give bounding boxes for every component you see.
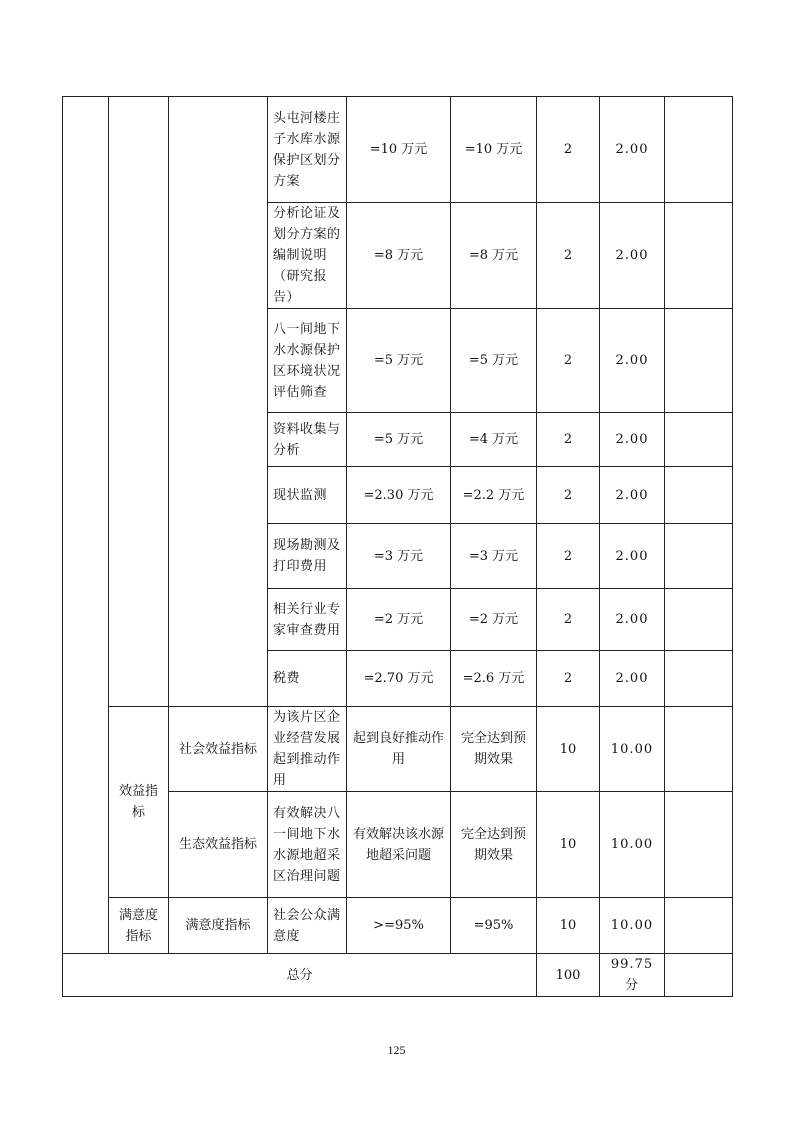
target-cell: =5 万元 xyxy=(347,309,451,413)
weight-cell: 2 xyxy=(537,413,600,467)
score-cell: 2.00 xyxy=(600,309,665,413)
weight-cell: 10 xyxy=(537,898,600,954)
actual-cell: =95% xyxy=(451,898,537,954)
remark-cell xyxy=(665,467,733,524)
score-cell: 10.00 xyxy=(600,707,665,792)
actual-cell: =3 万元 xyxy=(451,524,537,589)
score-cell: 2.00 xyxy=(600,651,665,707)
score-cell: 2.00 xyxy=(600,589,665,651)
remark-cell xyxy=(665,413,733,467)
actual-cell: 完全达到预期效果 xyxy=(451,792,537,898)
score-cell: 10.00 xyxy=(600,792,665,898)
page-number: 125 xyxy=(387,1043,406,1057)
total-score-cell: 99.75 分 xyxy=(600,954,665,997)
actual-cell: =2 万元 xyxy=(451,589,537,651)
indicator-name-cell: 满意度指标 xyxy=(169,898,268,954)
score-cell: 10.00 xyxy=(600,898,665,954)
weight-cell: 10 xyxy=(537,707,600,792)
target-cell: =3 万元 xyxy=(347,524,451,589)
target-cell: =8 万元 xyxy=(347,203,451,309)
remark-cell xyxy=(665,524,733,589)
item-cell: 八一间地下水水源保护区环境状况评估筛查 xyxy=(268,309,347,413)
item-cell: 为该片区企业经营发展起到推动作用 xyxy=(268,707,347,792)
target-cell: 有效解决该水源地超采问题 xyxy=(347,792,451,898)
item-cell: 相关行业专家审查费用 xyxy=(268,589,347,651)
level2-cell xyxy=(109,97,169,707)
score-cell: 2.00 xyxy=(600,524,665,589)
satisfaction-category-cell: 满意度指标 xyxy=(109,898,169,954)
actual-cell: 完全达到预期效果 xyxy=(451,707,537,792)
target-cell: =5 万元 xyxy=(347,413,451,467)
weight-cell: 2 xyxy=(537,203,600,309)
level3-cell xyxy=(169,97,268,707)
target-cell: =2.30 万元 xyxy=(347,467,451,524)
item-cell: 有效解决八一间地下水水源地超采区治理问题 xyxy=(268,792,347,898)
total-weight-cell: 100 xyxy=(537,954,600,997)
remark-cell xyxy=(665,651,733,707)
performance-table xyxy=(62,96,733,997)
actual-cell: =10 万元 xyxy=(451,97,537,203)
target-cell: =10 万元 xyxy=(347,97,451,203)
total-label-cell: 总分 xyxy=(63,954,537,997)
remark-cell xyxy=(665,954,733,997)
item-cell: 头屯河楼庄子水库水源保护区划分方案 xyxy=(268,97,347,203)
remark-cell xyxy=(665,203,733,309)
actual-cell: =8 万元 xyxy=(451,203,537,309)
target-cell: =2 万元 xyxy=(347,589,451,651)
remark-cell xyxy=(665,309,733,413)
weight-cell: 2 xyxy=(537,651,600,707)
remark-cell xyxy=(665,707,733,792)
remark-cell xyxy=(665,898,733,954)
table-row xyxy=(63,707,733,792)
weight-cell: 2 xyxy=(537,309,600,413)
weight-cell: 2 xyxy=(537,524,600,589)
item-cell: 分析论证及划分方案的编制说明（研究报告） xyxy=(268,203,347,309)
remark-cell xyxy=(665,97,733,203)
indicator-name-cell: 社会效益指标 xyxy=(169,707,268,792)
score-cell: 2.00 xyxy=(600,97,665,203)
actual-cell: =5 万元 xyxy=(451,309,537,413)
weight-cell: 10 xyxy=(537,792,600,898)
table-row xyxy=(63,97,733,203)
item-cell: 现状监测 xyxy=(268,467,347,524)
weight-cell: 2 xyxy=(537,97,600,203)
item-cell: 社会公众满意度 xyxy=(268,898,347,954)
item-cell: 现场勘测及打印费用 xyxy=(268,524,347,589)
weight-cell: 2 xyxy=(537,467,600,524)
table-row xyxy=(63,898,733,954)
actual-cell: =4 万元 xyxy=(451,413,537,467)
target-cell: =2.70 万元 xyxy=(347,651,451,707)
target-cell: >=95% xyxy=(347,898,451,954)
item-cell: 资料收集与分析 xyxy=(268,413,347,467)
score-cell: 2.00 xyxy=(600,467,665,524)
score-cell: 2.00 xyxy=(600,413,665,467)
benefit-category-cell: 效益指标 xyxy=(109,707,169,898)
remark-cell xyxy=(665,589,733,651)
actual-cell: =2.6 万元 xyxy=(451,651,537,707)
remark-cell xyxy=(665,792,733,898)
item-cell: 税费 xyxy=(268,651,347,707)
weight-cell: 2 xyxy=(537,589,600,651)
actual-cell: =2.2 万元 xyxy=(451,467,537,524)
total-row xyxy=(63,954,733,997)
score-cell: 2.00 xyxy=(600,203,665,309)
indicator-name-cell: 生态效益指标 xyxy=(169,792,268,898)
target-cell: 起到良好推动作用 xyxy=(347,707,451,792)
level1-cell xyxy=(63,97,109,954)
